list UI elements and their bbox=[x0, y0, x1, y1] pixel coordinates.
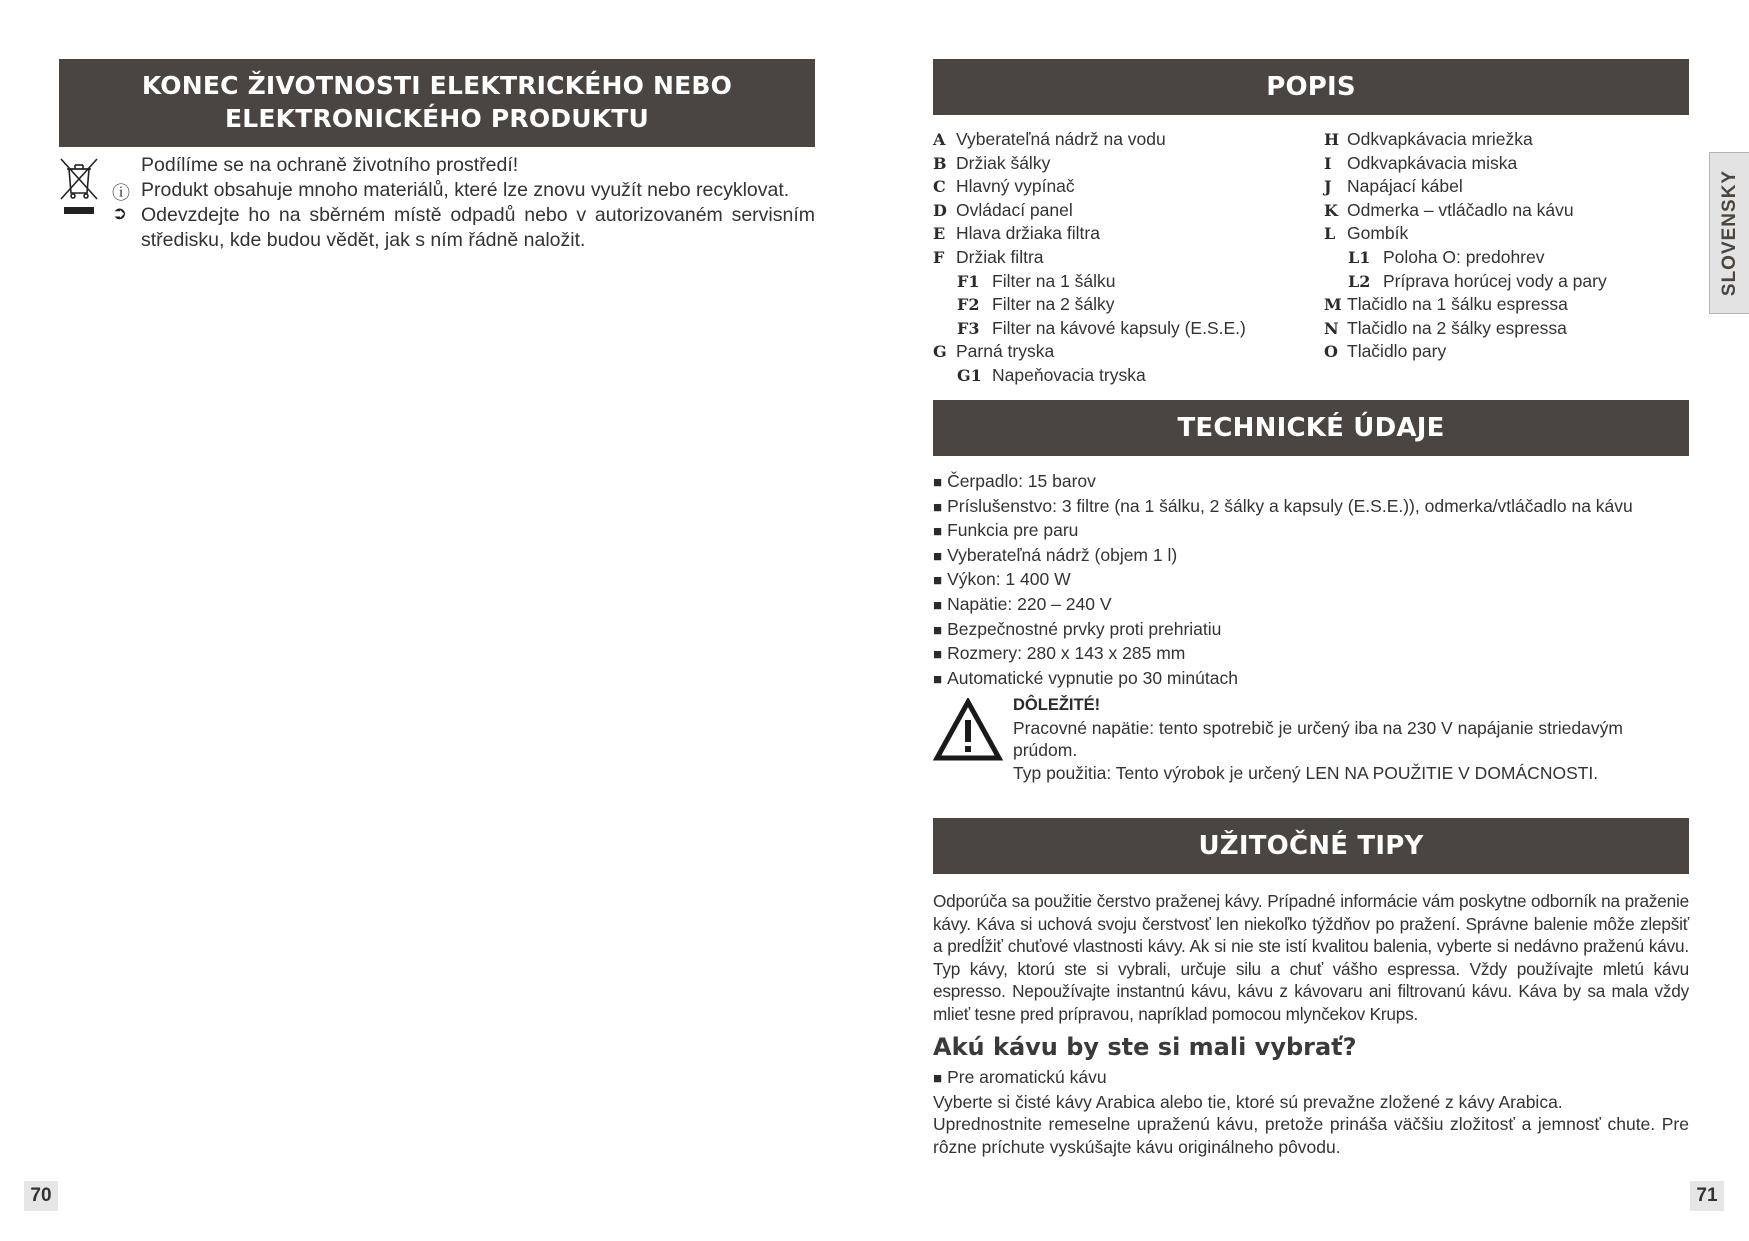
language-tab bbox=[1709, 152, 1749, 314]
spec-item: ■ Automatické vypnutie po 30 minútach bbox=[933, 667, 1633, 692]
spec-item: ■ Funkcia pre paru bbox=[933, 519, 1633, 544]
part-D: D Ovládací panel bbox=[933, 199, 1073, 220]
spec-item: ■ Čerpadlo: 15 barov bbox=[933, 470, 1633, 495]
part-I: I Odkvapkávacia miska bbox=[1324, 152, 1518, 173]
part-J: J Napájací kábel bbox=[1324, 176, 1463, 197]
spec-item: ■ Napätie: 220 – 240 V bbox=[933, 593, 1633, 618]
spec-item: ■ Výkon: 1 400 W bbox=[933, 568, 1633, 593]
part-M: M Tlačidlo na 1 šálku espressa bbox=[1324, 294, 1568, 315]
tech-specs-list bbox=[933, 470, 1633, 691]
coffee-choice-block bbox=[933, 1066, 1689, 1158]
spec-item: ■ Príslušenstvo: 3 filtre (na 1 šálku, 2 šálky a kapsuly (E.S.E.)), odmerka/vtláčadlo na kávu bbox=[933, 495, 1633, 520]
arrow-icon: ➲ bbox=[112, 203, 128, 223]
part-H: H Odkvapkávacia mriežka bbox=[1324, 129, 1533, 149]
part-L: L Gombík bbox=[1324, 223, 1409, 244]
dispose-line: Odevzdejte ho na sběrném místě odpadů nebo v autorizovaném servisním středisku, kde budou vědět, jak s ním řádně naložit. bbox=[141, 204, 815, 251]
environment-line: Podílíme se na ochraně životního prostředí! bbox=[141, 154, 519, 176]
part-B: B Držiak šálky bbox=[933, 152, 1051, 173]
part-E: E Hlava držiaka filtra bbox=[933, 223, 1100, 244]
part-F3: F3 Filter na kávové kapsuly (E.S.E.) bbox=[957, 317, 1246, 338]
part-L1: L1 Poloha O: predohrev bbox=[1348, 246, 1545, 267]
part-C: C Hlavný vypínač bbox=[933, 176, 1075, 197]
tips-header: UŽITOČNÉ TIPY bbox=[933, 818, 1689, 874]
part-N: N Tlačidlo na 2 šálky espressa bbox=[1324, 317, 1567, 338]
part-A: A Vyberateľná nádrž na vodu bbox=[933, 129, 1166, 149]
tech-header: TECHNICKÉ ÚDAJE bbox=[933, 400, 1689, 456]
language-tab-label: SLOVENSKY bbox=[1718, 169, 1740, 297]
spec-item: ■ Bezpečnostné prvky proti prehriatiu bbox=[933, 618, 1633, 643]
end-of-life-text bbox=[141, 153, 815, 253]
tips-paragraph: Odporúča sa použitie čerstvo praženej kávy. Prípadné informácie vám poskytne odborník na praženie kávy. Káva si uchová svoju čerstvosť len niekoľko týždňov po pražení. Správne balenie môže zlepšiť a predĺžiť chuťové vlastnosti kávy. Ak si nie ste istí kvalitou balenia, vyberte si nedávno praženú kávu. Typ kávy, ktorú ste si vybrali, určuje silu a chuť vášho espressa. Vždy používajte mletú kávu espresso. Nepoužívajte instantnú kávu, kávu z kávovaru ani filtrovanú kávu. Káva by sa mala vždy mlieť tesne pred prípravou, napríklad pomocou mlynčekov Krups. bbox=[933, 891, 1689, 1024]
info-icon: ⓘ bbox=[112, 183, 130, 203]
part-F2: F2 Filter na 2 šálky bbox=[957, 294, 1115, 315]
parts-list-col2 bbox=[1324, 128, 1607, 364]
warning-usage: Typ použitia: Tento výrobok je určený LEN NA POUŽITIE V DOMÁCNOSTI. bbox=[1013, 762, 1599, 783]
spec-item: ■ Vyberateľná nádrž (objem 1 l) bbox=[933, 544, 1633, 569]
part-G1: G1 Napeňovacia tryska bbox=[957, 364, 1146, 385]
craft-roast-line: Uprednostnite remeselne upraženú kávu, pretože prináša väčšiu zložitosť a jemnosť chute. Pre rôzne príchute vyskúšajte kávu originálneho pôvodu. bbox=[933, 1114, 1689, 1157]
warning-block bbox=[1013, 694, 1689, 784]
part-G: G Parná tryska bbox=[933, 341, 1055, 362]
end-of-life-header: KONEC ŽIVOTNOSTI ELEKTRICKÉHO NEBO ELEKTRONICKÉHO PRODUKTU bbox=[59, 59, 815, 147]
materials-line: Produkt obsahuje mnoho materiálů, které lze znovu využít nebo recyklovat. bbox=[141, 179, 790, 201]
spec-item: ■ Rozmery: 280 x 143 x 285 mm bbox=[933, 642, 1633, 667]
part-O: O Tlačidlo pary bbox=[1324, 341, 1447, 362]
warning-title: DÔLEŽITÉ! bbox=[1013, 696, 1101, 714]
parts-list-col1 bbox=[933, 128, 1246, 388]
page-number-right: 71 bbox=[1690, 1181, 1724, 1211]
part-L2: L2 Príprava horúcej vody a pary bbox=[1348, 270, 1607, 291]
part-K: K Odmerka – vtláčadlo na kávu bbox=[1324, 199, 1574, 220]
coffee-choice-heading: Akú kávu by ste si mali vybrať? bbox=[933, 1033, 1357, 1061]
weee-bin-icon bbox=[59, 157, 99, 217]
warning-icon bbox=[933, 698, 1003, 762]
part-F1: F1 Filter na 1 šálku bbox=[957, 270, 1116, 291]
arabica-line: Vyberte si čisté kávy Arabica alebo tie, ktoré sú prevažne zložené z kávy Arabica. bbox=[933, 1091, 1563, 1112]
aromatic-coffee-bullet: ■ Pre aromatickú kávu bbox=[933, 1066, 1689, 1091]
part-F: F Držiak filtra bbox=[933, 246, 1044, 267]
warning-voltage: Pracovné napätie: tento spotrebič je určený iba na 230 V napájanie striedavým prúdom. bbox=[1013, 717, 1623, 761]
page-number-left: 70 bbox=[24, 1181, 58, 1211]
popis-header: POPIS bbox=[933, 59, 1689, 115]
